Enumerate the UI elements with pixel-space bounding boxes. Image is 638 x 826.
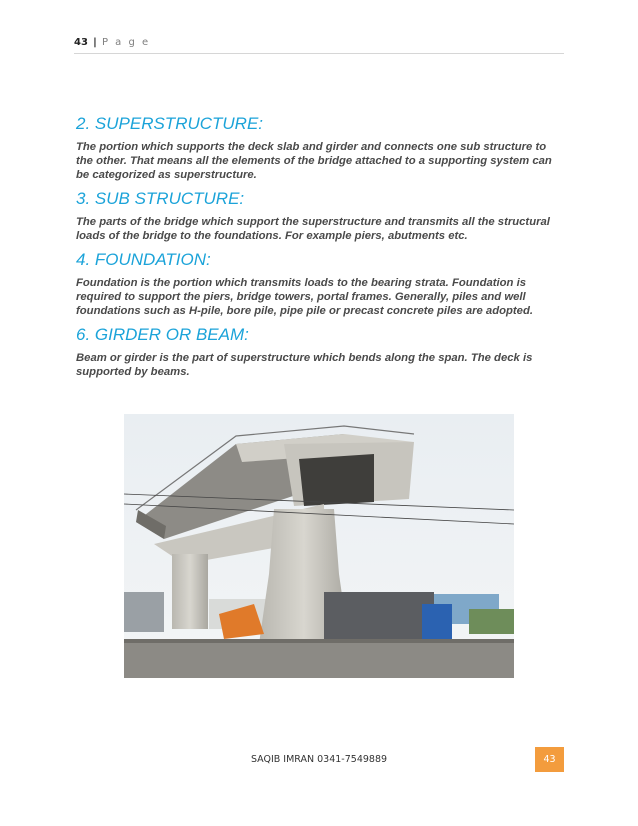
section-title-substructure: 3. SUB STRUCTURE: (76, 189, 245, 208)
header-separator: | (93, 37, 97, 48)
header-page-word: P a g e (101, 37, 151, 48)
header-page-number: 43 (74, 37, 88, 48)
page-header (74, 37, 564, 54)
section-body-superstructure: The portion which supports the deck slab and girder and connects one sub structure to the other. That means all the elements of the bridge attached to a supporting system can be categorized as superstructure. (76, 141, 552, 181)
section-body-girder: Beam or girder is the part of superstructure which bends along the span. The deck is supported by beams. (76, 352, 533, 378)
bridge-pier-photo (124, 414, 514, 678)
section-title-foundation: 4. FOUNDATION: (76, 250, 211, 269)
document-content (76, 114, 566, 386)
section-body-substructure: The parts of the bridge which support the superstructure and transmits all the structural loads of the bridge to the foundations. For example piers, abutments etc. (76, 216, 550, 242)
footer-author: SAQIB IMRAN 0341-7549889 (250, 754, 388, 765)
footer-page-badge: 43 (535, 747, 564, 772)
section-title-girder: 6. GIRDER OR BEAM: (76, 325, 249, 344)
section-title-superstructure: 2. SUPERSTRUCTURE: (76, 114, 264, 133)
section-body-foundation: Foundation is the portion which transmits loads to the bearing strata. Foundation is required to support the piers, bridge towers, portal frames. Generally, piles and well foundations such as H-pile, bore pile, pipe pile or precast concrete piles are adopted. (76, 277, 534, 317)
